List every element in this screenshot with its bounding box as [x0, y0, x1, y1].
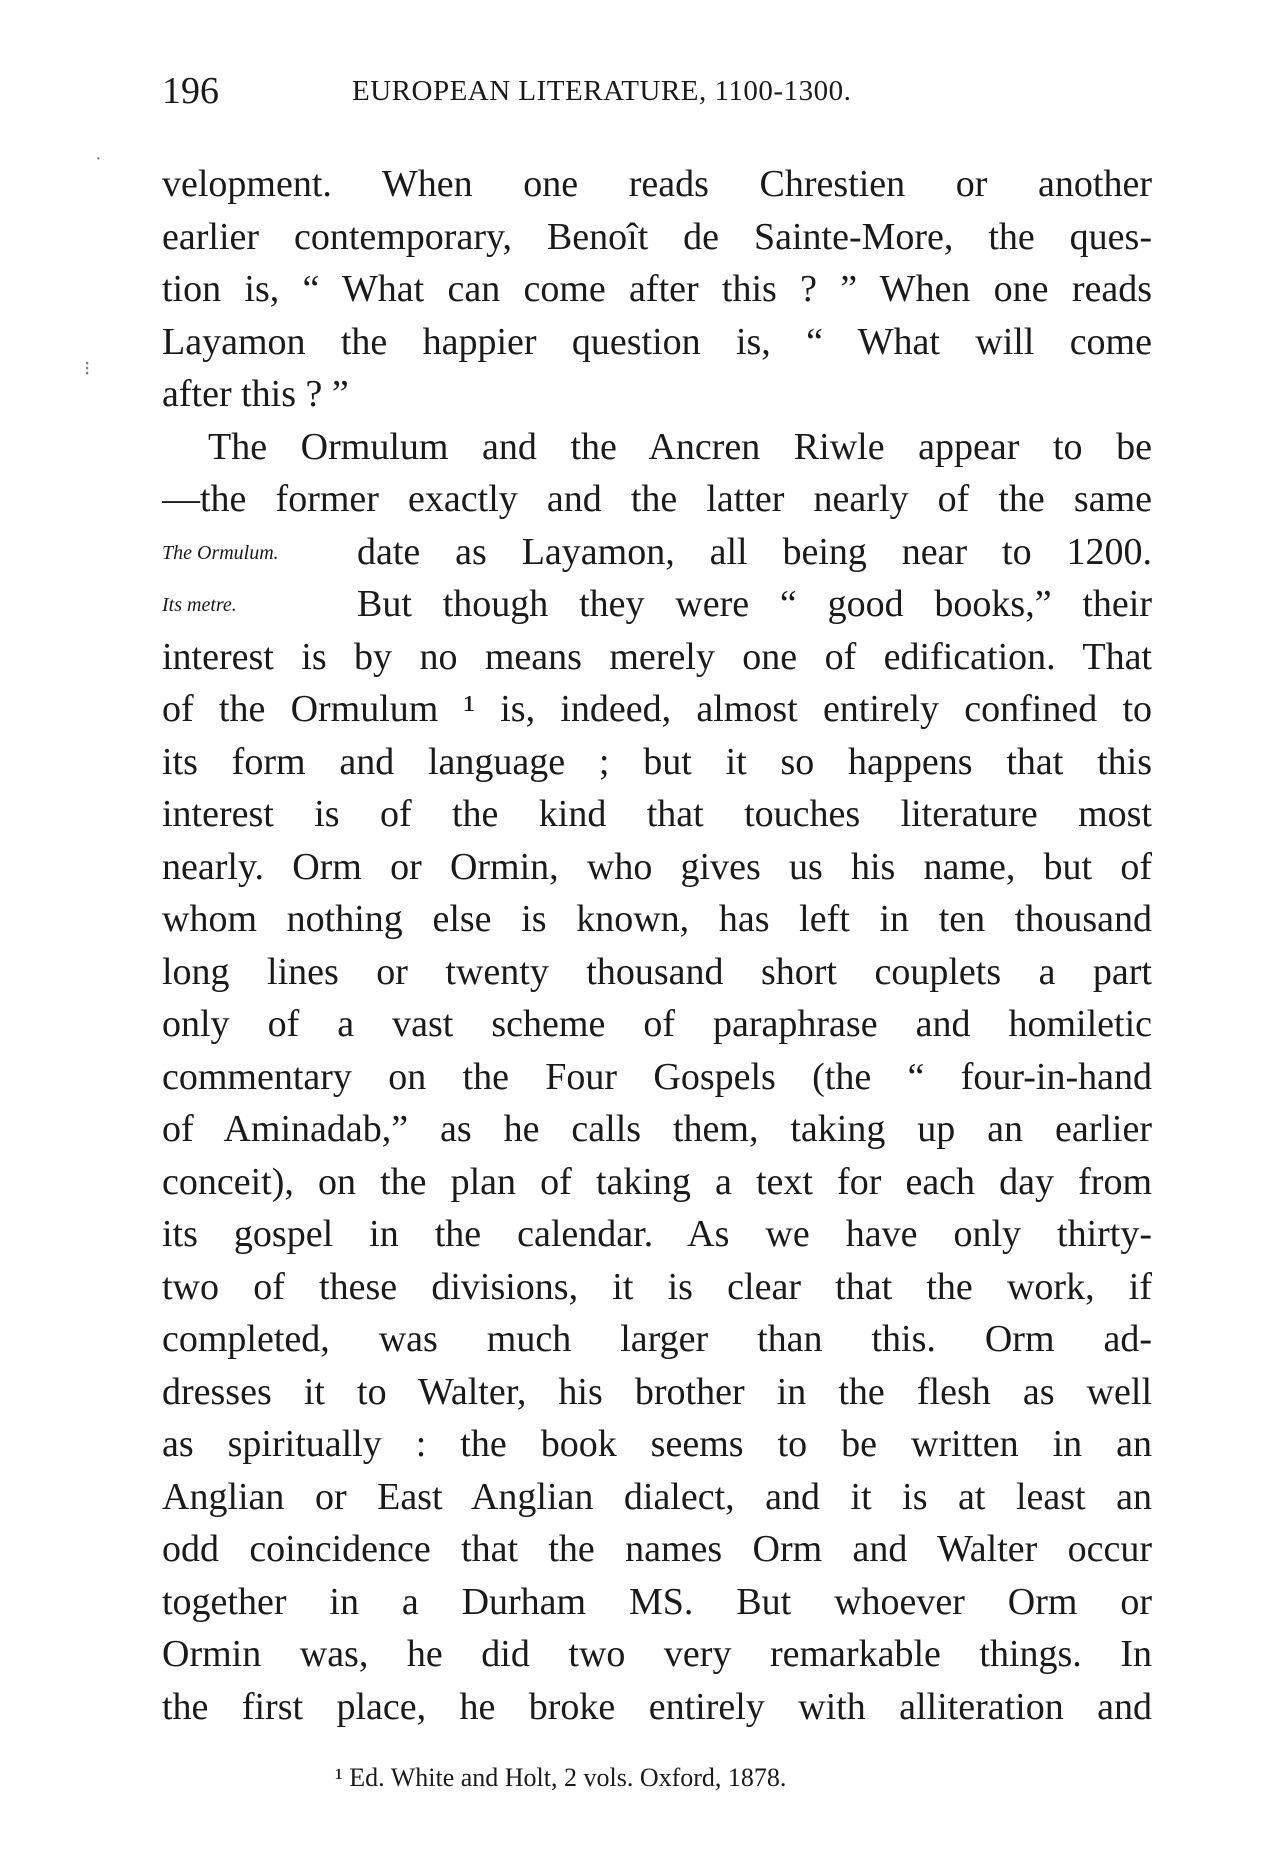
- text-line: the first place, he broke entirely with alliteration and: [162, 1685, 1152, 1728]
- text-line: The Ormulum and the Ancren Riwle appear to be: [208, 425, 1152, 468]
- page-header: [162, 66, 1152, 116]
- text-line: of Aminadab,” as he calls them, taking up an earlier: [162, 1108, 1152, 1150]
- text-line: But though they were “ good books,” their: [357, 583, 1152, 625]
- text-line: interest is by no means merely one of edification. That: [162, 635, 1152, 678]
- text-line: two of these divisions, it is clear that the work, if: [162, 1265, 1152, 1308]
- text-line: together in a Durham MS. But whoever Orm or: [162, 1580, 1152, 1623]
- text-line: long lines or twenty thousand short couplets a part: [162, 950, 1152, 993]
- margin-tick-mark: ⁝: [84, 358, 91, 380]
- text-line: odd coincidence that the names Orm and Walter occur: [162, 1528, 1152, 1570]
- footnote: ¹ Ed. White and Holt, 2 vols. Oxford, 1878.: [335, 1763, 787, 1792]
- text-line: of the Ormulum ¹ is, indeed, almost entirely confined to: [162, 688, 1152, 730]
- running-title: EUROPEAN LITERATURE, 1100-1300.: [352, 75, 852, 107]
- margin-note-ormulum: [162, 538, 279, 568]
- margin-dot-mark: ·: [95, 148, 102, 170]
- text-line: commentary on the Four Gospels (the “ four-in-hand: [162, 1055, 1152, 1098]
- margin-note-text: The Ormulum.: [162, 542, 279, 564]
- text-line: Ormin was, he did two very remarkable things. In: [162, 1633, 1152, 1675]
- text-line: as spiritually : the book seems to be written in an: [162, 1423, 1152, 1465]
- text-line: completed, was much larger than this. Orm ad-: [162, 1318, 1152, 1360]
- text-line: nearly. Orm or Ormin, who gives us his name, but of: [162, 845, 1152, 888]
- text-line: its gospel in the calendar. As we have only thirty-: [162, 1213, 1152, 1255]
- body-text: [162, 158, 1152, 1733]
- text-line: whom nothing else is known, has left in ten thousand: [162, 898, 1152, 940]
- page-number: 196: [162, 70, 219, 112]
- text-line: its form and language ; but it so happens that this: [162, 740, 1152, 783]
- text-line: after this ? ”: [162, 373, 349, 415]
- text-line: Layamon the happier question is, “ What will come: [162, 320, 1152, 363]
- text-line: —the former exactly and the latter nearly of the same: [162, 478, 1152, 520]
- text-line: Anglian or East Anglian dialect, and it is at least an: [162, 1475, 1152, 1518]
- text-line: dresses it to Walter, his brother in the flesh as well: [162, 1370, 1152, 1413]
- text-line: velopment. When one reads Chrestien or another: [162, 163, 1152, 205]
- text-line: tion is, “ What can come after this ? ” When one reads: [162, 268, 1152, 310]
- text-line: conceit), on the plan of taking a text for each day from: [162, 1160, 1152, 1203]
- margin-note-metre: [162, 590, 237, 620]
- text-line: only of a vast scheme of paraphrase and homiletic: [162, 1003, 1152, 1045]
- text-line: interest is of the kind that touches literature most: [162, 793, 1152, 835]
- margin-note-text: Its metre.: [162, 594, 237, 616]
- text-line: earlier contemporary, Benoît de Sainte-More, the ques-: [162, 215, 1152, 258]
- text-line: date as Layamon, all being near to 1200.: [357, 530, 1152, 573]
